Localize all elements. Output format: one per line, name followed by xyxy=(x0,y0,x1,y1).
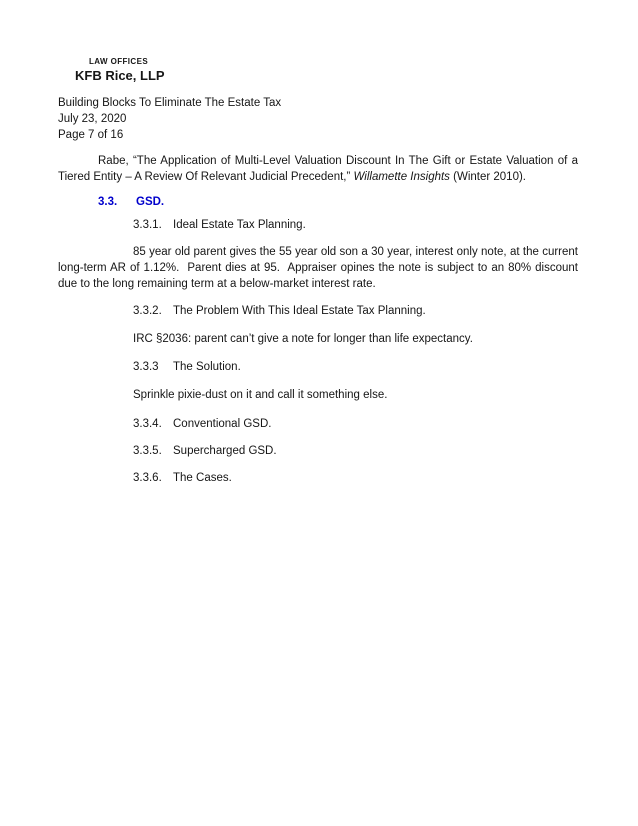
item-number: 3.3.2. xyxy=(133,305,162,317)
section-heading xyxy=(58,194,578,210)
item-number: 3.3.1. xyxy=(133,219,162,231)
letterhead-firm-name: KFB Rice, LLP xyxy=(75,68,165,83)
item-number: 3.3.5. xyxy=(133,445,162,457)
paragraph-ideal-planning: 85 year old parent gives the 55 year old son a 30 year, interest only note, at the current long-term AR of 1.12%. Parent dies at 95. Appraiser opines the note is subject to an 80% discount due to the long remaining term at a below-market interest rate. xyxy=(58,246,582,290)
item-label: Supercharged GSD. xyxy=(173,445,277,457)
document-date: July 23, 2020 xyxy=(58,113,127,125)
title-block xyxy=(58,95,578,143)
citation-journal-name: Willamette Insights xyxy=(353,171,450,183)
paragraph-problem: IRC §2036: parent can’t give a note for longer than life expectancy. xyxy=(133,333,473,345)
citation-text-after: (Winter 2010). xyxy=(449,171,526,183)
outline-item-3-3-5 xyxy=(133,443,578,459)
item-label: Conventional GSD. xyxy=(173,418,272,430)
item-number: 3.3.6. xyxy=(133,472,162,484)
item-label: The Solution. xyxy=(173,361,241,373)
paragraph-solution: Sprinkle pixie-dust on it and call it something else. xyxy=(133,389,388,401)
outline-item-3-3-3 xyxy=(133,359,578,375)
item-label: The Cases. xyxy=(173,472,232,484)
section-number: 3.3. xyxy=(98,196,118,208)
outline-item-3-3-1 xyxy=(133,217,578,233)
outline-item-3-3-2 xyxy=(133,303,578,319)
letterhead xyxy=(58,57,578,83)
item-number: 3.3.3 xyxy=(133,361,159,373)
citation-text-before: Rabe, “The Application of Multi-Level Valuation Discount In The Gift or Estate Valuation of a Tiered Entity – A Review Of Relevant Judicial Precedent,” xyxy=(58,155,578,183)
citation-paragraph xyxy=(58,153,578,185)
item-label: Ideal Estate Tax Planning. xyxy=(173,219,306,231)
outline-item-3-3-6 xyxy=(133,470,578,486)
page-indicator: Page 7 of 16 xyxy=(58,129,124,141)
document-title: Building Blocks To Eliminate The Estate Tax xyxy=(58,97,282,109)
item-number: 3.3.4. xyxy=(133,418,162,430)
letterhead-office-label: LAW OFFICES xyxy=(89,57,149,66)
outline-item-3-3-4 xyxy=(133,416,578,432)
section-title: GSD. xyxy=(136,196,165,208)
item-label: The Problem With This Ideal Estate Tax Planning. xyxy=(173,305,426,317)
